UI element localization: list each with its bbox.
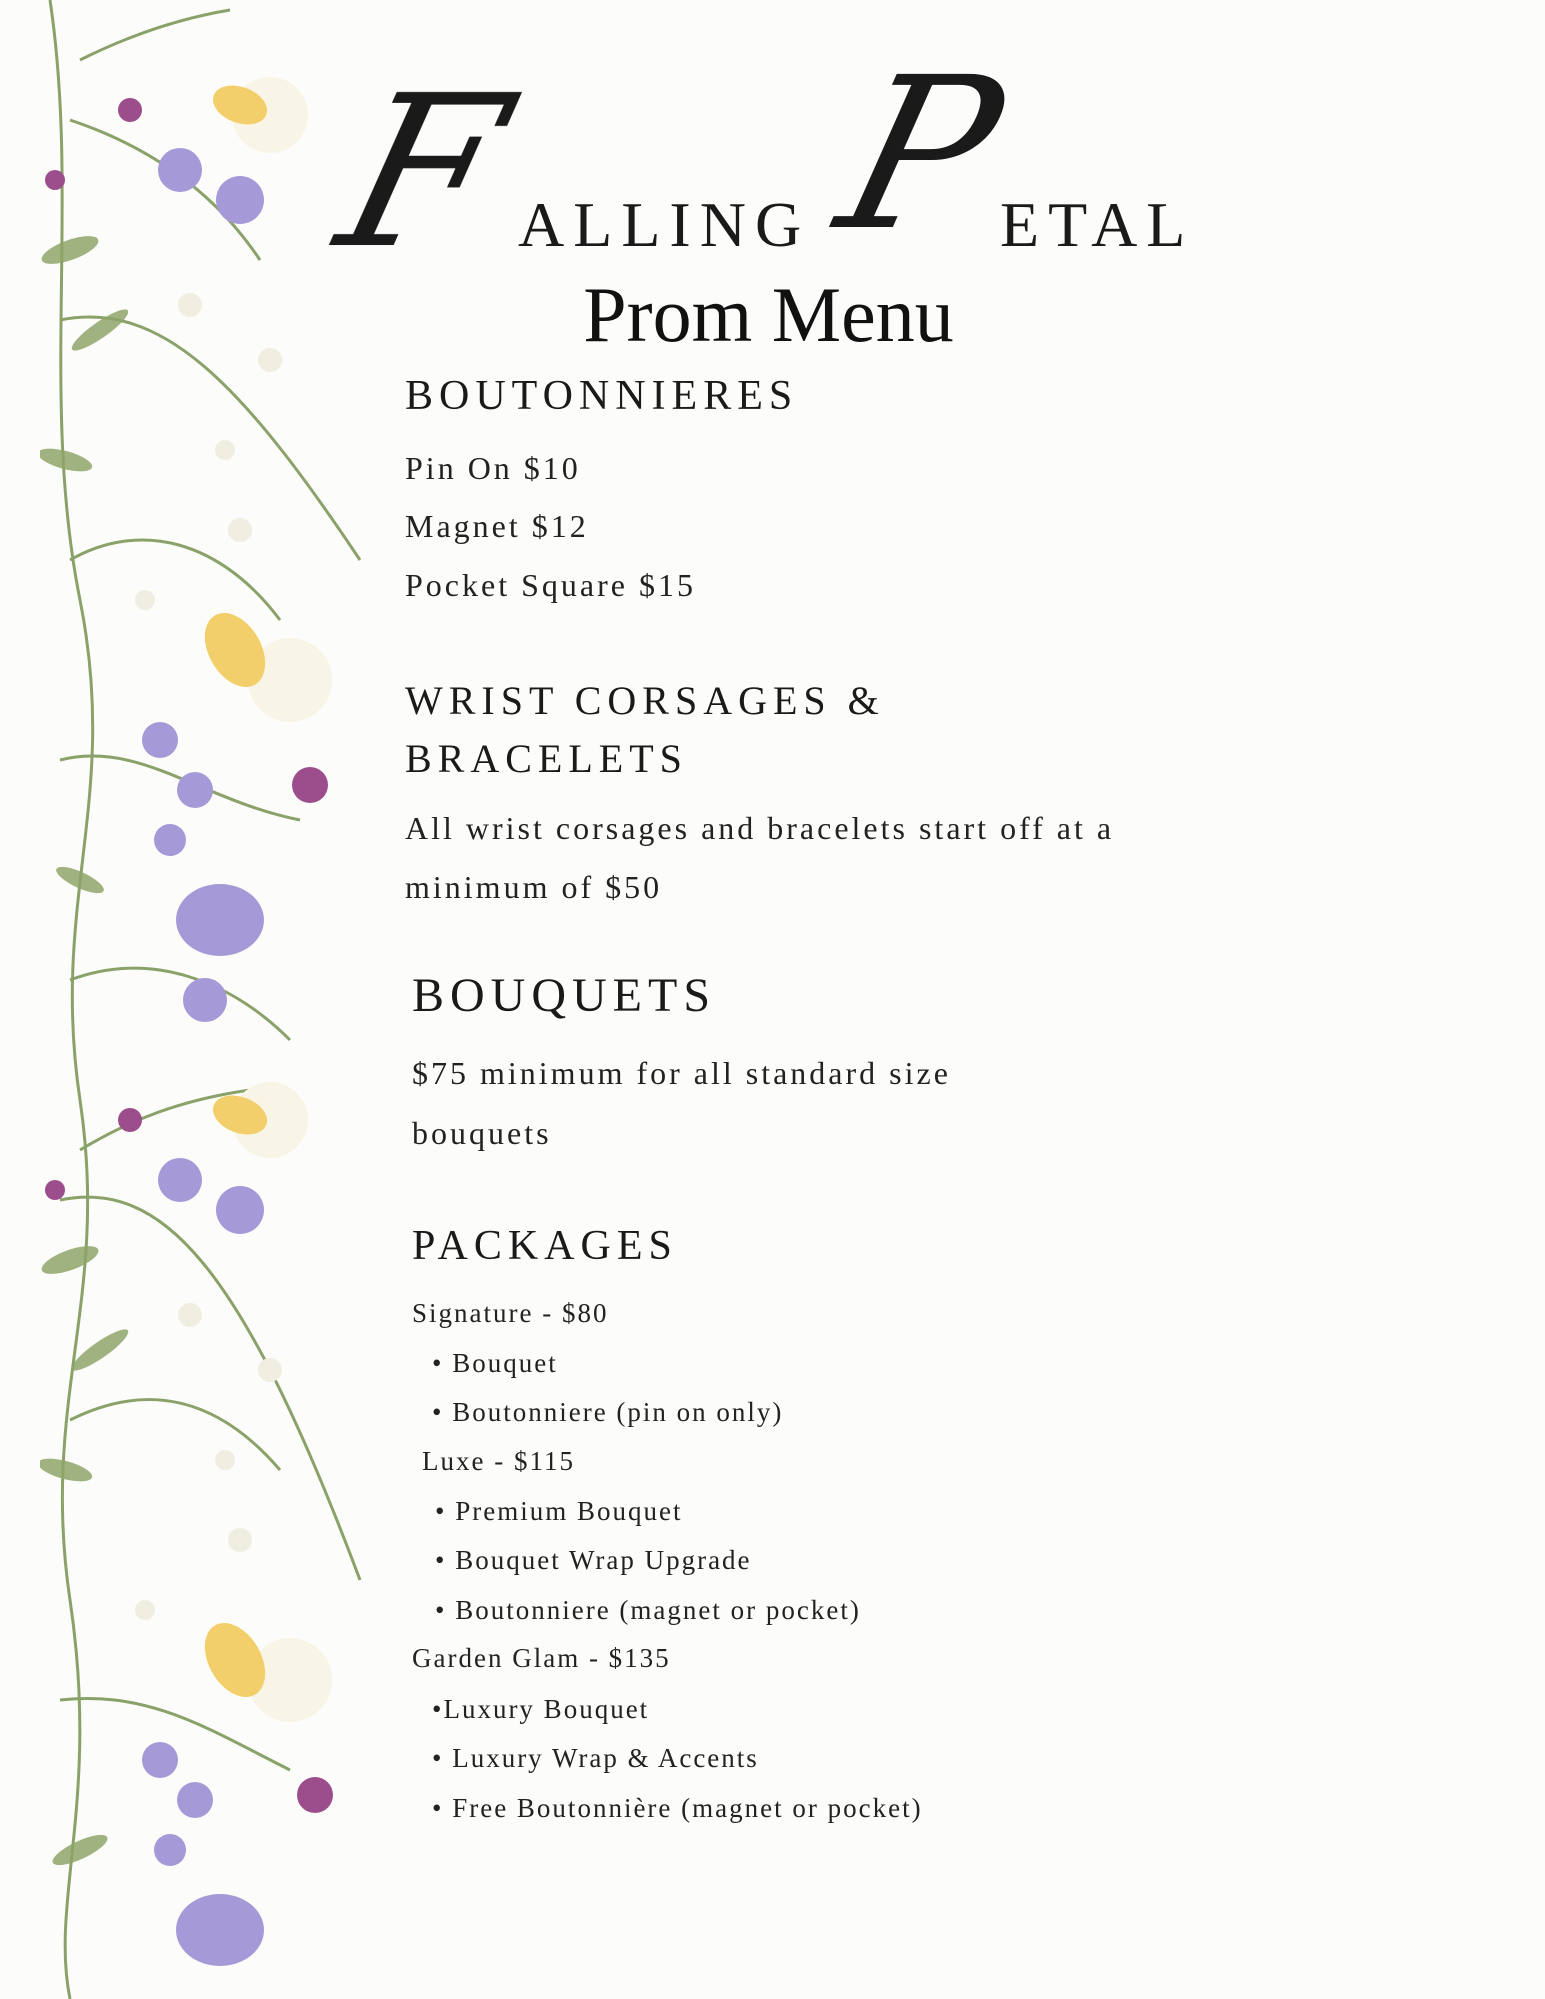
package-item: • Boutonniere (magnet or pocket)	[435, 1595, 861, 1625]
brand-word-petal: ETAL	[1000, 189, 1195, 260]
small-white-buds	[135, 293, 282, 1620]
package-item: • Luxury Wrap & Accents	[432, 1743, 759, 1773]
section-title-packages: PACKAGES	[412, 1223, 678, 1269]
section-title-bouquets: BOUQUETS	[412, 969, 717, 1022]
brand-initial-p: P	[819, 32, 1022, 277]
menu-item: Pocket Square $15	[405, 567, 696, 603]
package-item: • Bouquet	[432, 1348, 558, 1378]
package-item: •Luxury Bouquet	[432, 1694, 650, 1724]
brand-logo	[319, 32, 1250, 295]
package-item: • Bouquet Wrap Upgrade	[435, 1545, 752, 1575]
section-title-boutonnieres: BOUTONNIERES	[405, 373, 799, 419]
package-name-luxe: Luxe - $115	[422, 1446, 575, 1476]
bouquets-description: $75 minimum for all standard size	[412, 1055, 951, 1091]
bouquets-description-cont: bouquets	[412, 1115, 552, 1151]
menu-item: Pin On $10	[405, 450, 581, 486]
menu-item: Magnet $12	[405, 508, 589, 544]
brand-initial-f: F	[319, 50, 527, 295]
brand-word-falling: ALLING	[518, 189, 811, 260]
package-name-garden-glam: Garden Glam - $135	[412, 1643, 671, 1673]
package-item: • Premium Bouquet	[435, 1496, 683, 1526]
section-title-bracelets: BRACELETS	[405, 736, 688, 781]
package-item: • Free Boutonnière (magnet or pocket)	[432, 1793, 923, 1823]
package-name-signature: Signature - $80	[412, 1298, 609, 1328]
wrist-description-cont: minimum of $50	[405, 869, 663, 905]
package-item: • Boutonniere (pin on only)	[432, 1397, 784, 1427]
section-title-wrist-corsages: WRIST CORSAGES &	[405, 678, 885, 723]
page-title: Prom Menu	[583, 271, 954, 358]
leaves	[40, 230, 132, 1870]
wrist-description: All wrist corsages and bracelets start off at a	[405, 810, 1115, 846]
